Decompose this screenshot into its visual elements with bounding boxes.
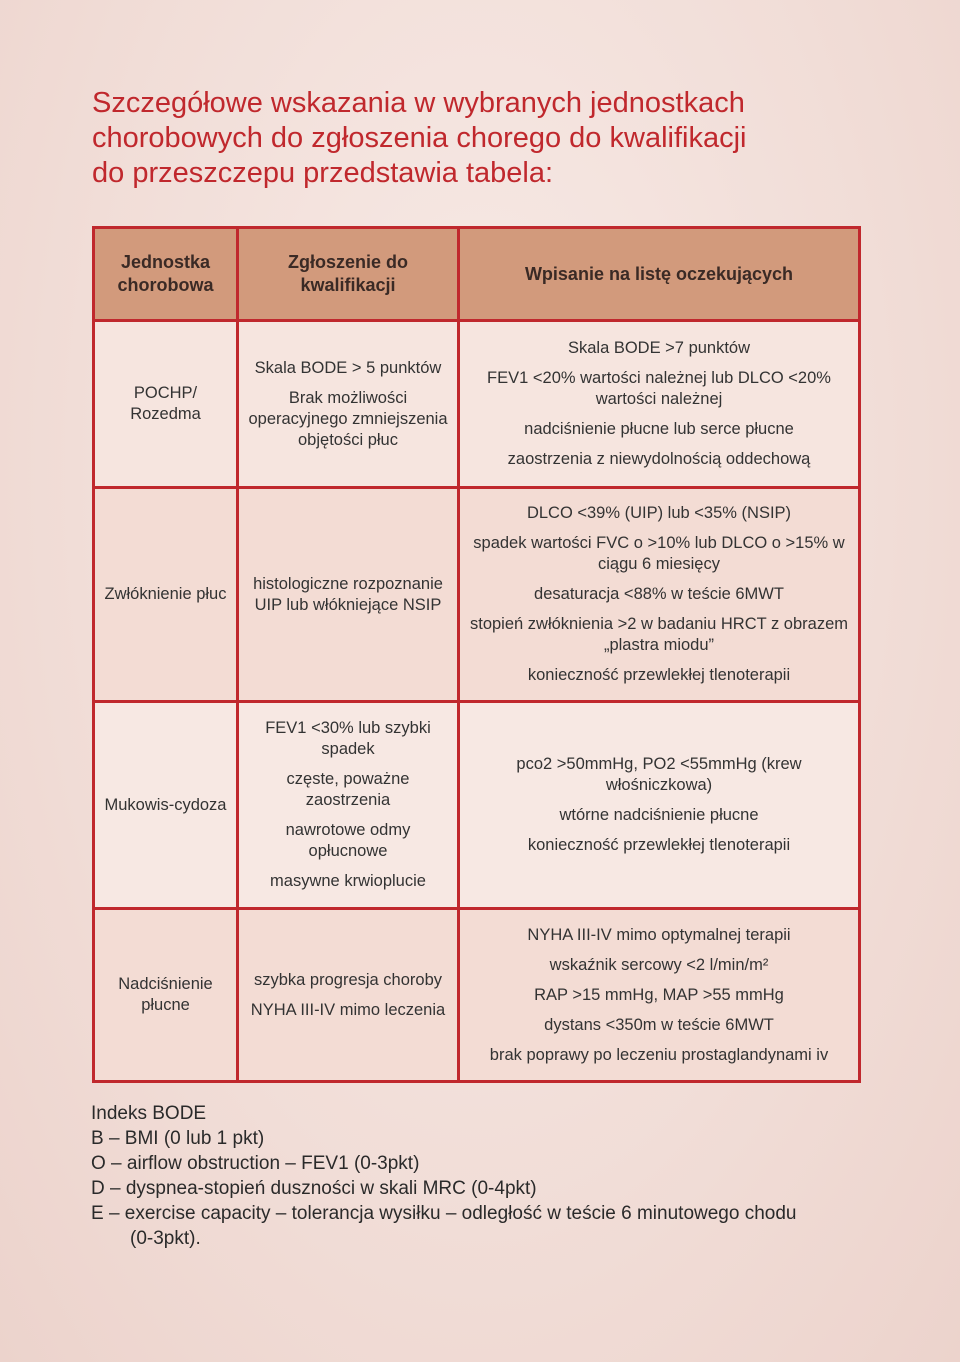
notes-heading: Indeks BODE <box>91 1103 207 1124</box>
criterion: szybka progresja choroby <box>253 970 442 989</box>
table-header-row <box>94 228 860 321</box>
criterion: Brak możliwości operacyjnego zmniejszenia objętości płuc <box>248 388 448 449</box>
criterion: NYHA III-IV mimo leczenia <box>250 1000 446 1019</box>
disease-cell: Mukowis-cydoza <box>94 702 238 909</box>
table-row <box>94 321 860 488</box>
notes-line: D – dyspnea-stopień duszności w skali MRC (0-4pkt) <box>91 1178 537 1199</box>
table-row <box>94 488 860 702</box>
criterion: FEV1 <30% lub szybki spadek <box>265 719 431 758</box>
criterion: dystans <350m w teście 6MWT <box>544 1015 774 1034</box>
qualification-cell <box>238 909 459 1082</box>
table-row <box>94 909 860 1082</box>
criterion: konieczność przewlekłej tlenoterapii <box>527 666 791 684</box>
bode-index-notes <box>91 1101 881 1251</box>
listing-cell <box>459 909 860 1082</box>
disease-cell: Nadciśnienie płucne <box>94 909 238 1082</box>
criterion: nawrotowe odmy opłucnowe <box>285 821 411 860</box>
criterion: Skala BODE > 5 punktów <box>254 358 442 377</box>
disease-cell: Zwłóknienie płuc <box>94 488 238 702</box>
criterion: pco2 >50mmHg, PO2 <55mmHg (krew włośniczkowa) <box>516 755 802 794</box>
notes-line: O – airflow obstruction – FEV1 (0-3pkt) <box>91 1153 420 1174</box>
criterion: desaturacja <88% w teście 6MWT <box>534 585 784 603</box>
table-row <box>94 702 860 909</box>
criterion: konieczność przewlekłej tlenoterapii <box>527 836 791 854</box>
title-line: Szczegółowe wskazania w wybranych jednostkach <box>92 87 745 119</box>
criterion: NYHA III-IV mimo optymalnej terapii <box>527 925 791 944</box>
transplant-criteria-table <box>92 226 861 1083</box>
criterion: histologiczne rozpoznanie UIP lub włókniejące NSIP <box>253 574 443 614</box>
header-qualification: Zgłoszenie do kwalifikacji <box>238 228 459 321</box>
criterion: częste, poważne zaostrzenia <box>286 770 410 809</box>
criterion: wtórne nadciśnienie płucne <box>559 806 759 824</box>
title-line: do przeszczepu przedstawia tabela: <box>92 157 554 189</box>
criterion: masywne krwioplucie <box>270 872 426 890</box>
listing-cell <box>459 321 860 488</box>
qualification-cell <box>238 488 459 702</box>
criterion: FEV1 <20% wartości należnej lub DLCO <20% wartości należnej <box>487 369 831 408</box>
page-title <box>92 86 892 191</box>
criterion: nadciśnienie płucne lub serce płucne <box>524 420 794 438</box>
criterion: spadek wartości FVC o >10% lub DLCO o >15% w ciągu 6 miesięcy <box>473 534 845 573</box>
notes-line: B – BMI (0 lub 1 pkt) <box>91 1128 265 1149</box>
header-disease: Jednostka chorobowa <box>94 228 238 321</box>
criterion: RAP >15 mmHg, MAP >55 mmHg <box>534 985 784 1004</box>
criterion: zaostrzenia z niewydolnością oddechową <box>507 450 811 468</box>
title-line: chorobowych do zgłoszenia chorego do kwalifikacji <box>92 122 747 154</box>
criterion: brak poprawy po leczeniu prostaglandynami iv <box>489 1045 829 1064</box>
criterion: wskaźnik sercowy <2 l/min/m² <box>549 955 769 974</box>
listing-cell <box>459 488 860 702</box>
criterion: DLCO <39% (UIP) lub <35% (NSIP) <box>526 504 792 522</box>
listing-cell <box>459 702 860 909</box>
header-listing: Wpisanie na listę oczekujących <box>459 228 860 321</box>
qualification-cell <box>238 702 459 909</box>
disease-cell: POCHP/ Rozedma <box>94 321 238 488</box>
qualification-cell <box>238 321 459 488</box>
criterion: Skala BODE >7 punktów <box>567 339 751 357</box>
notes-line: E – exercise capacity – tolerancja wysiłku – odległość w teście 6 minutowego chodu <box>91 1203 797 1224</box>
notes-continuation: (0-3pkt). <box>130 1228 201 1249</box>
criterion: stopień zwłóknienia >2 w badaniu HRCT z obrazem „plastra miodu” <box>469 615 849 654</box>
